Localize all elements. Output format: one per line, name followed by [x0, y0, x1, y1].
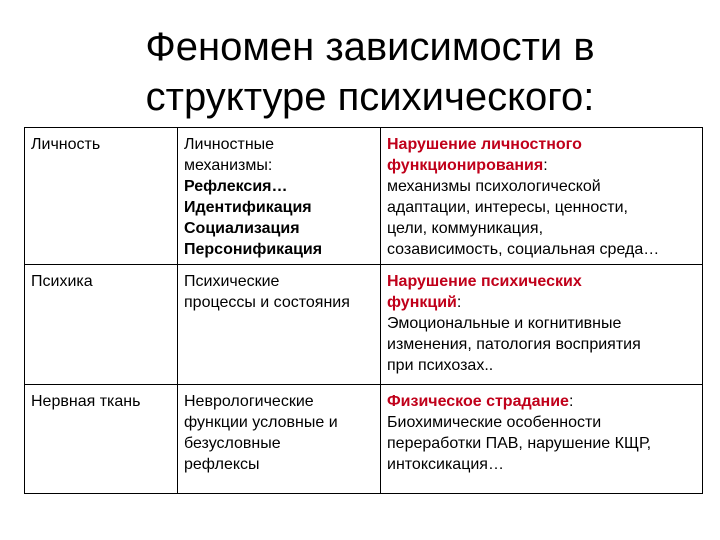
disorder-title-line: Нарушение личностного	[387, 136, 582, 153]
level-label: Психика	[31, 273, 93, 290]
level-label: Нервная ткань	[31, 393, 141, 410]
disorder-cell	[381, 385, 703, 494]
level-label: Личность	[31, 136, 101, 153]
table-row-personality	[25, 128, 703, 265]
table-row-psyche	[25, 265, 703, 385]
mechanisms-intro-line: Личностные	[184, 136, 275, 153]
disorder-text-line: переработки ПАВ, нарушение КЩР,	[387, 435, 652, 452]
mechanism-item: Рефлексия…	[184, 178, 288, 195]
level-cell	[25, 265, 178, 385]
disorder-text-line: интоксикация…	[387, 456, 504, 473]
mechanisms-intro-line: рефлексы	[184, 456, 260, 473]
mechanisms-cell	[178, 265, 381, 385]
disorder-title-line: функционирования	[387, 157, 544, 174]
table-row-nervous-tissue	[25, 385, 703, 494]
phenomenon-table	[24, 127, 703, 494]
disorder-colon: :	[456, 294, 462, 311]
mechanisms-cell	[178, 385, 381, 494]
disorder-title-line: Нарушение психических	[387, 273, 582, 290]
disorder-cell	[381, 128, 703, 265]
title-line-2: структуре психического:	[145, 75, 595, 119]
disorder-text-line: механизмы психологической	[387, 178, 601, 195]
disorder-text-line: созависимость, социальная среда…	[387, 241, 660, 258]
mechanisms-intro-line: Психические	[184, 273, 280, 290]
disorder-colon: :	[568, 393, 574, 410]
mechanisms-intro-line: механизмы:	[184, 157, 273, 174]
disorder-text-line: при психозах..	[387, 357, 494, 374]
disorder-text-line: Эмоциональные и когнитивные	[387, 315, 622, 332]
title-line-1: Феномен зависимости в	[145, 25, 595, 69]
mechanisms-intro-line: процессы и состояния	[184, 294, 350, 311]
mechanism-item: Идентификация	[184, 199, 312, 216]
disorder-title-line: Физическое страдание	[387, 393, 569, 410]
mechanisms-intro-line: безусловные	[184, 435, 281, 452]
mechanisms-intro-line: функции условные и	[184, 414, 338, 431]
mechanisms-cell	[178, 128, 381, 265]
mechanism-item: Персонификация	[184, 241, 323, 258]
disorder-cell	[381, 265, 703, 385]
mechanism-item: Социализация	[184, 220, 300, 237]
disorder-text-line: изменения, патология восприятия	[387, 336, 641, 353]
level-cell	[25, 128, 178, 265]
disorder-colon: :	[543, 157, 548, 174]
disorder-text-line: адаптации, интересы, ценности,	[387, 199, 628, 216]
level-cell	[25, 385, 178, 494]
disorder-text-line: цели, коммуникация,	[387, 220, 544, 237]
mechanisms-intro-line: Неврологические	[184, 393, 314, 410]
disorder-text-line: Биохимические особенности	[387, 414, 602, 431]
disorder-title-line: функций	[387, 294, 457, 311]
slide-title	[100, 22, 640, 122]
